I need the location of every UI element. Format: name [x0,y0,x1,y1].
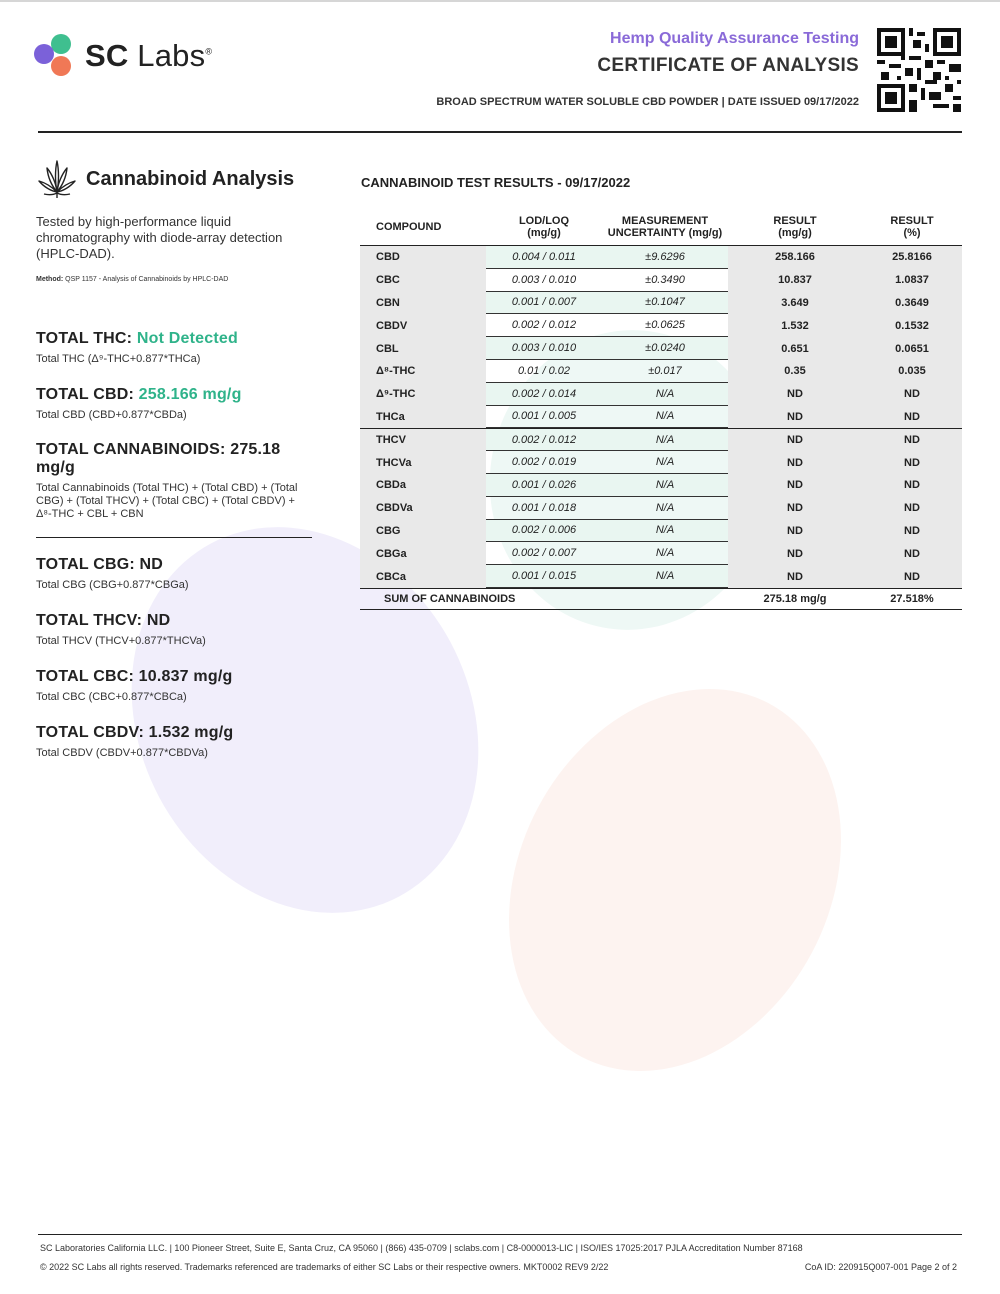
total-cbd-value: 258.166 mg/g [138,386,242,403]
col-result-pct: RESULT (%) [890,214,934,239]
result-pct-cell: 0.1532 [862,314,962,337]
date-issued: DATE ISSUED 09/17/2022 [727,96,859,108]
uncertainty-cell: ±9.6296 [602,246,728,269]
compound-cell: CBG [360,520,486,543]
footer-coa-id: CoA ID: 220915Q007-001 Page 2 of 2 [804,1262,957,1272]
col-compound: COMPOUND [376,220,442,233]
total-cbc: TOTAL CBC: 10.837 mg/g Total CBC (CBC+0.877*CBCa) [36,668,233,703]
result-pct-cell: 1.0837 [862,269,962,292]
result-pct-cell: ND [862,497,962,520]
result-mg-cell: 258.166 [728,246,862,269]
method-description: Tested by high-performance liquid chromatography with diode-array detection (HPLC-DAD). [36,214,283,261]
section-header [36,158,326,200]
result-mg-cell: ND [728,451,862,474]
total-cannabinoids: TOTAL CANNABINOIDS: 275.18 mg/g Total Cannabinoids (Total THC) + (Total CBD) + (Total CBG) + (Total THCV) + (Total CBC) + (Total CBDV) + Δ⁸-THC + CBL + CBN [36,441,298,520]
top-border [0,0,1000,2]
compound-cell: CBDVa [360,497,486,520]
table-row [360,269,962,292]
decorative-blob-pink [444,631,906,1130]
total-cbg: TOTAL CBG: ND Total CBG (CBG+0.877*CBGa) [36,556,189,591]
total-thcv: TOTAL THCV: ND Total THCV (THCV+0.877*THCVa) [36,612,206,647]
lod-loq-cell: 0.002 / 0.019 [486,451,602,474]
compound-cell: THCVa [360,451,486,474]
lod-loq-cell: 0.002 / 0.006 [486,520,602,543]
uncertainty-cell: ±0.017 [602,360,728,383]
product-name: BROAD SPECTRUM WATER SOLUBLE CBD POWDER [436,96,719,108]
qr-code-icon[interactable] [877,28,961,112]
result-pct-cell: 0.035 [862,360,962,383]
footer-copyright: © 2022 SC Labs all rights reserved. Trademarks referenced are trademarks of either SC Labs or their respective owners. MKT0002 REV9 2/22 [40,1262,609,1272]
header-divider [38,131,962,133]
table-row [360,360,962,383]
method-reference: Method: QSP 1157 - Analysis of Cannabinoids by HPLC-DAD [36,276,229,283]
uncertainty-cell: ±0.1047 [602,292,728,315]
result-pct-cell: 0.3649 [862,292,962,315]
uncertainty-cell: N/A [602,406,728,429]
compound-cell: CBDa [360,474,486,497]
col-result-mg: RESULT (mg/g) [773,214,817,239]
result-mg-cell: ND [728,542,862,565]
header-meta: BROAD SPECTRUM WATER SOLUBLE CBD POWDER | DATE ISSUED 09/17/2022 [436,96,859,108]
analysis-summary [36,158,326,283]
lod-loq-cell: 0.003 / 0.010 [486,337,602,360]
table-row [360,565,962,588]
section-title: Cannabinoid Analysis [86,167,295,190]
lod-loq-cell: 0.004 / 0.011 [486,246,602,269]
uncertainty-cell: ±0.0625 [602,314,728,337]
result-mg-cell: 0.35 [728,360,862,383]
table-row [360,474,962,497]
col-lod-loq: LOD/LOQ (mg/g) [518,214,570,239]
results-table [360,208,962,610]
cannabis-leaf-icon [36,158,78,200]
lod-loq-cell: 0.003 / 0.010 [486,269,602,292]
sum-result: 275.18 mg/g [763,592,827,605]
result-mg-cell: ND [728,383,862,406]
sum-pct: 27.518% [890,592,934,605]
table-row [360,337,962,360]
lod-loq-cell: 0.001 / 0.015 [486,565,602,588]
compound-cell: CBCa [360,565,486,588]
result-pct-cell: ND [862,474,962,497]
compound-cell: THCV [360,429,486,451]
table-row [360,428,962,451]
compound-cell: CBC [360,269,486,292]
uncertainty-cell: N/A [602,542,728,565]
result-mg-cell: ND [728,474,862,497]
uncertainty-cell: N/A [602,383,728,406]
result-mg-cell: ND [728,497,862,520]
lod-loq-cell: 0.002 / 0.012 [486,429,602,451]
table-row [360,292,962,315]
table-row [360,314,962,337]
sum-row [360,588,962,610]
compound-cell: CBL [360,337,486,360]
result-mg-cell: ND [728,520,862,543]
result-mg-cell: 0.651 [728,337,862,360]
header-titles [597,30,859,77]
result-mg-cell: 10.837 [728,269,862,292]
table-body [360,246,962,588]
compound-cell: CBGa [360,542,486,565]
result-pct-cell: ND [862,429,962,451]
uncertainty-cell: N/A [602,474,728,497]
compound-cell: THCa [360,406,486,429]
table-header [360,208,962,246]
table-row [360,542,962,565]
result-mg-cell: ND [728,429,862,451]
compound-cell: Δ⁹-THC [360,383,486,406]
results-table-title: CANNABINOID TEST RESULTS - 09/17/2022 [361,175,631,190]
footer-divider [38,1234,962,1235]
lod-loq-cell: 0.001 / 0.007 [486,292,602,315]
total-thc-value: Not Detected [136,330,238,347]
sc-labs-logo [33,34,212,78]
result-mg-cell: 3.649 [728,292,862,315]
compound-cell: CBD [360,246,486,269]
total-thc: TOTAL THC: Not Detected Total THC (Δ⁹-THC+0.877*THCa) [36,330,238,365]
page-title: CERTIFICATE OF ANALYSIS [597,55,859,76]
compound-cell: CBDV [360,314,486,337]
footer-company-info: SC Laboratories California LLC. | 100 Pioneer Street, Suite E, Santa Cruz, CA 95060 | (866) 435-0709 | sclabs.com | C8-0000013-LIC | ISO/IES 17025:2017 PJLA Accreditation Number 87168 [40,1243,803,1253]
uncertainty-cell: N/A [602,497,728,520]
result-pct-cell: ND [862,406,962,429]
lod-loq-cell: 0.002 / 0.007 [486,542,602,565]
uncertainty-cell: N/A [602,565,728,588]
sum-label: SUM OF CANNABINOIDS [384,592,516,605]
result-mg-cell: 1.532 [728,314,862,337]
table-row [360,520,962,543]
compound-cell: CBN [360,292,486,315]
total-cbdv: TOTAL CBDV: 1.532 mg/g Total CBDV (CBDV+0.877*CBDVa) [36,724,234,759]
uncertainty-cell: ±0.3490 [602,269,728,292]
header-subtitle: Hemp Quality Assurance Testing [610,30,859,47]
result-pct-cell: 0.0651 [862,337,962,360]
logo-dots-icon [33,34,77,78]
logo-wordmark: SC Labs® [85,38,213,73]
col-uncertainty: MEASUREMENT UNCERTAINTY (mg/g) [607,214,723,239]
uncertainty-cell: N/A [602,451,728,474]
result-mg-cell: ND [728,406,862,429]
result-mg-cell: ND [728,565,862,588]
lod-loq-cell: 0.01 / 0.02 [486,360,602,383]
uncertainty-cell: N/A [602,520,728,543]
uncertainty-cell: N/A [602,429,728,451]
result-pct-cell: ND [862,565,962,588]
lod-loq-cell: 0.001 / 0.018 [486,497,602,520]
result-pct-cell: ND [862,542,962,565]
result-pct-cell: ND [862,383,962,406]
uncertainty-cell: ±0.0240 [602,337,728,360]
result-pct-cell: ND [862,451,962,474]
compound-cell: Δ⁸-THC [360,360,486,383]
result-pct-cell: 25.8166 [862,246,962,269]
table-row [360,383,962,406]
table-row [360,497,962,520]
lod-loq-cell: 0.002 / 0.014 [486,383,602,406]
left-divider [36,537,312,538]
lod-loq-cell: 0.001 / 0.005 [486,406,602,429]
total-cbd: TOTAL CBD: 258.166 mg/g Total CBD (CBD+0.877*CBDa) [36,386,242,421]
result-pct-cell: ND [862,520,962,543]
table-row [360,451,962,474]
lod-loq-cell: 0.001 / 0.026 [486,474,602,497]
lod-loq-cell: 0.002 / 0.012 [486,314,602,337]
table-row [360,246,962,269]
table-row [360,406,962,429]
